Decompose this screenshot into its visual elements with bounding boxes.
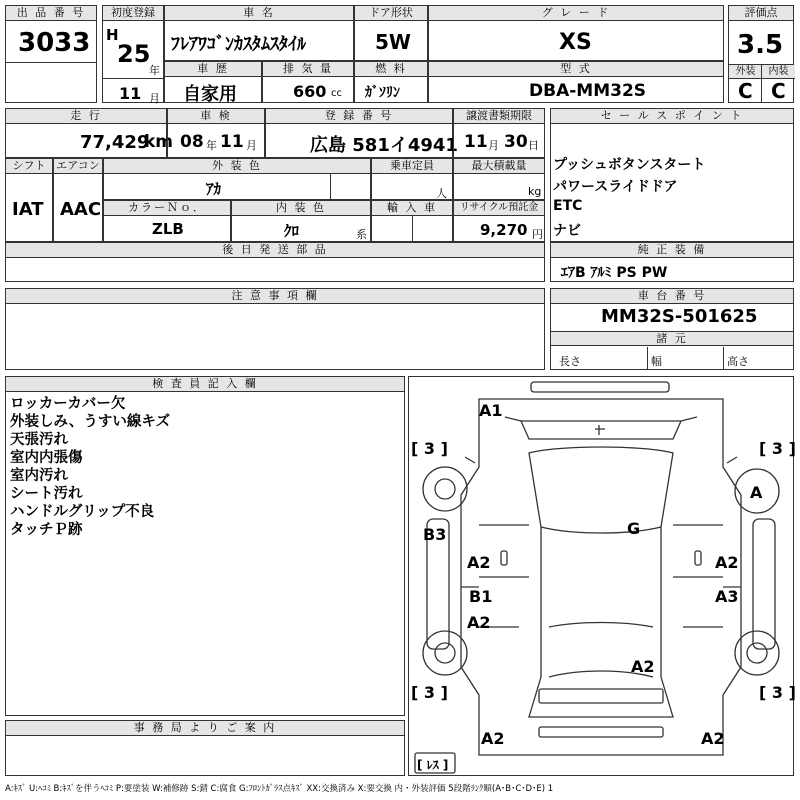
km-unit: km bbox=[144, 132, 174, 152]
inspector-note-item: ハンドルグリップ不良 bbox=[10, 504, 155, 520]
inspector-note-item: ロッカーカバー欠 bbox=[10, 396, 126, 412]
exterior-grade: C bbox=[738, 79, 753, 103]
history-cell bbox=[164, 61, 262, 103]
history-header: 車 歴 bbox=[165, 62, 261, 77]
damage-right-door-rear: A3 bbox=[715, 587, 739, 606]
history-value: 自家用 bbox=[183, 84, 237, 105]
month-unit: 月 bbox=[149, 92, 160, 105]
shift-value: IAT bbox=[12, 199, 44, 220]
lot-number-header: 出 品 番 号 bbox=[6, 6, 96, 21]
door-type: 5W bbox=[375, 30, 411, 54]
persons-unit: 人 bbox=[436, 187, 447, 200]
exterior-color-header: 外 装 色 bbox=[104, 159, 370, 174]
score-cell bbox=[728, 5, 794, 103]
inspector-note-item: 外装しみ、うすい線キズ bbox=[10, 414, 171, 430]
displacement-cell bbox=[262, 61, 354, 103]
damage-legend: A:ｷｽﾞ U:ﾍｺﾐ B:ｷｽﾞを伴うﾍｺﾐ P:要塗装 W:補修跡 S:錆 C:腐食 G:ﾌﾛﾝﾄｶﾞﾗｽ点ｷｽﾞ XX:交換済み X:要交換 内・外装評価 5段階ﾗﾝｸ順(A･B･C･D･E) 1 bbox=[5, 784, 554, 794]
max-load-header: 最大積載量 bbox=[454, 159, 544, 174]
office-info-cell bbox=[5, 720, 405, 776]
inspector-note-item: タッチＰ跡 bbox=[10, 522, 83, 538]
aircon-cell bbox=[53, 158, 103, 242]
damage-wheel-front-right: A bbox=[750, 483, 763, 502]
shift-cell bbox=[5, 158, 53, 242]
grade-header: グ レ ー ド bbox=[429, 6, 723, 21]
transfer-month: 11 bbox=[464, 132, 488, 152]
damage-top-left-count: [ 3 ] bbox=[411, 439, 448, 458]
notes-cell bbox=[5, 288, 545, 370]
shift-header: シフト bbox=[6, 159, 52, 174]
chassis-header: 車 台 番 号 bbox=[551, 289, 793, 304]
damage-rear-right: A2 bbox=[701, 729, 725, 748]
year-unit: 年 bbox=[149, 64, 160, 77]
office-info-header: 事 務 局 よ り ご 案 内 bbox=[6, 721, 404, 736]
interior-header: 内装 bbox=[762, 65, 795, 79]
transfer-deadline-header: 譲渡書類期限 bbox=[454, 109, 544, 124]
notes-header: 注 意 事 項 欄 bbox=[6, 289, 544, 304]
registration-number-cell bbox=[265, 108, 458, 158]
inspection-cell bbox=[167, 108, 265, 158]
damage-left-door-front: A2 bbox=[467, 553, 491, 572]
interior-color-header: 内 装 色 bbox=[232, 201, 370, 216]
inspector-note-item: 天張汚れ bbox=[10, 432, 68, 448]
inspector-notes-list bbox=[10, 395, 170, 539]
interior-color-unit: 系 bbox=[356, 228, 367, 241]
mileage-value: 77,429 bbox=[80, 132, 150, 153]
inspector-note-item: 室内内張傷 bbox=[10, 450, 83, 466]
chassis-number: MM32S-501625 bbox=[601, 306, 758, 327]
color-number-header: カラーＮｏ． bbox=[104, 201, 230, 216]
exterior-color-cell bbox=[103, 158, 371, 200]
damage-bottom-left-count: [ 3 ] bbox=[411, 683, 448, 702]
inspector-notes-header: 検 査 員 記 入 欄 bbox=[6, 377, 404, 392]
inspector-note-item: シート汚れ bbox=[10, 486, 83, 502]
grade-cell bbox=[428, 5, 724, 61]
sales-point-item: ナビ bbox=[553, 223, 581, 239]
score-value: 3.5 bbox=[737, 30, 784, 60]
registration-year: 25 bbox=[117, 40, 151, 68]
damage-top-right-count: [ 3 ] bbox=[759, 439, 796, 458]
damage-front-left: A1 bbox=[479, 401, 503, 420]
mileage-header: 走 行 bbox=[6, 109, 166, 124]
later-parts-cell bbox=[5, 242, 545, 282]
damage-left-door-rear: B1 bbox=[469, 587, 493, 606]
genuine-equipment-cell bbox=[550, 242, 794, 282]
model-header: 型 式 bbox=[429, 62, 723, 77]
interior-grade: C bbox=[771, 79, 786, 103]
rear-label: [ ﾚｽ ] bbox=[417, 758, 449, 772]
car-name-cell bbox=[164, 5, 354, 61]
inspector-notes-cell bbox=[5, 376, 405, 716]
lot-number-cell bbox=[5, 5, 97, 103]
color-number: ZLB bbox=[152, 220, 184, 238]
damage-rear-left: A2 bbox=[481, 729, 505, 748]
fuel-value: ｶﾞｿﾘﾝ bbox=[365, 85, 400, 101]
fuel-header: 燃 料 bbox=[355, 62, 427, 77]
sales-point-item: パワースライドドア bbox=[553, 179, 678, 195]
inspector-note-item: 室内汚れ bbox=[10, 468, 68, 484]
car-name-header: 車 名 bbox=[165, 6, 353, 21]
displacement-value: 660 bbox=[293, 82, 327, 101]
color-number-cell bbox=[103, 200, 231, 242]
sales-point-item: ETC bbox=[553, 198, 583, 214]
damage-bottom-right-count: [ 3 ] bbox=[759, 683, 796, 702]
inspection-month: 11 bbox=[220, 132, 244, 152]
damage-right-door-front: A2 bbox=[715, 553, 739, 572]
kg-unit: kg bbox=[528, 185, 542, 198]
inspection-year-unit: 年 bbox=[206, 139, 217, 152]
recycle-fee: 9,270 bbox=[480, 221, 528, 239]
later-parts-header: 後 日 発 送 部 品 bbox=[6, 243, 544, 258]
transfer-deadline-cell bbox=[453, 108, 545, 158]
mileage-cell bbox=[5, 108, 174, 158]
displacement-header: 排 気 量 bbox=[263, 62, 353, 77]
chassis-cell bbox=[550, 288, 794, 370]
sales-point-cell bbox=[550, 108, 794, 242]
height-label: 高さ bbox=[727, 355, 749, 368]
damage-left-rear-panel: A2 bbox=[467, 613, 491, 632]
specs-header: 諸 元 bbox=[551, 332, 793, 346]
exterior-header: 外装 bbox=[729, 65, 762, 79]
capacity-header: 乗車定員 bbox=[372, 159, 452, 174]
sales-point-item: プッシュボタンスタート bbox=[553, 157, 706, 173]
inspection-year: 08 bbox=[180, 132, 204, 152]
first-registration-header: 初度登録 bbox=[103, 6, 163, 21]
damage-left-side: B3 bbox=[423, 525, 447, 544]
grade-value: XS bbox=[559, 30, 592, 55]
registration-number: 広島 581イ4941 bbox=[310, 135, 458, 156]
model-value: DBA-MM32S bbox=[529, 81, 647, 101]
first-registration-cell bbox=[102, 5, 164, 103]
transfer-day: 30 bbox=[504, 132, 528, 152]
genuine-equipment: ｴｱB ｱﾙﾐ PS PW bbox=[561, 265, 668, 281]
registration-number-header: 登 録 番 号 bbox=[266, 109, 452, 124]
genuine-equipment-header: 純 正 装 備 bbox=[551, 243, 793, 258]
length-label: 長さ bbox=[559, 355, 581, 368]
capacity-cell bbox=[371, 158, 453, 200]
interior-color-cell bbox=[231, 200, 371, 242]
interior-color: ｸﾛ bbox=[284, 222, 300, 240]
fuel-cell bbox=[354, 61, 428, 103]
inspection-header: 車 検 bbox=[168, 109, 264, 124]
lot-number: 3033 bbox=[18, 28, 91, 58]
damage-rear-window: A2 bbox=[631, 657, 655, 676]
import-cell bbox=[371, 200, 453, 242]
cc-unit: cc bbox=[331, 88, 342, 99]
score-header: 評価点 bbox=[729, 6, 793, 21]
transfer-day-unit: 日 bbox=[528, 139, 539, 152]
exterior-color: ｱｶ bbox=[206, 180, 222, 198]
yen-unit: 円 bbox=[532, 228, 543, 241]
transfer-month-unit: 月 bbox=[488, 139, 499, 152]
damage-diagram bbox=[408, 376, 794, 776]
door-header: ドア形状 bbox=[355, 6, 427, 21]
era-letter: H bbox=[106, 26, 119, 44]
model-cell bbox=[428, 61, 724, 103]
recycle-cell bbox=[453, 200, 545, 242]
damage-roof: G bbox=[627, 519, 641, 538]
width-label: 幅 bbox=[651, 355, 662, 368]
inspection-month-unit: 月 bbox=[246, 139, 257, 152]
car-name: ﾌﾚｱﾜｺﾞﾝｶｽﾀﾑｽﾀｲﾙ bbox=[171, 34, 306, 55]
import-header: 輸 入 車 bbox=[372, 201, 452, 216]
aircon-value: AAC bbox=[60, 199, 102, 220]
recycle-header: リサイクル預託金 bbox=[454, 201, 544, 216]
car-outline-diagram bbox=[409, 377, 793, 775]
registration-month: 11 bbox=[119, 84, 142, 103]
aircon-header: エアコン bbox=[54, 159, 102, 174]
sales-point-header: セ ー ル ス ポ イ ン ト bbox=[551, 109, 793, 124]
max-load-cell bbox=[453, 158, 545, 200]
door-cell bbox=[354, 5, 428, 61]
